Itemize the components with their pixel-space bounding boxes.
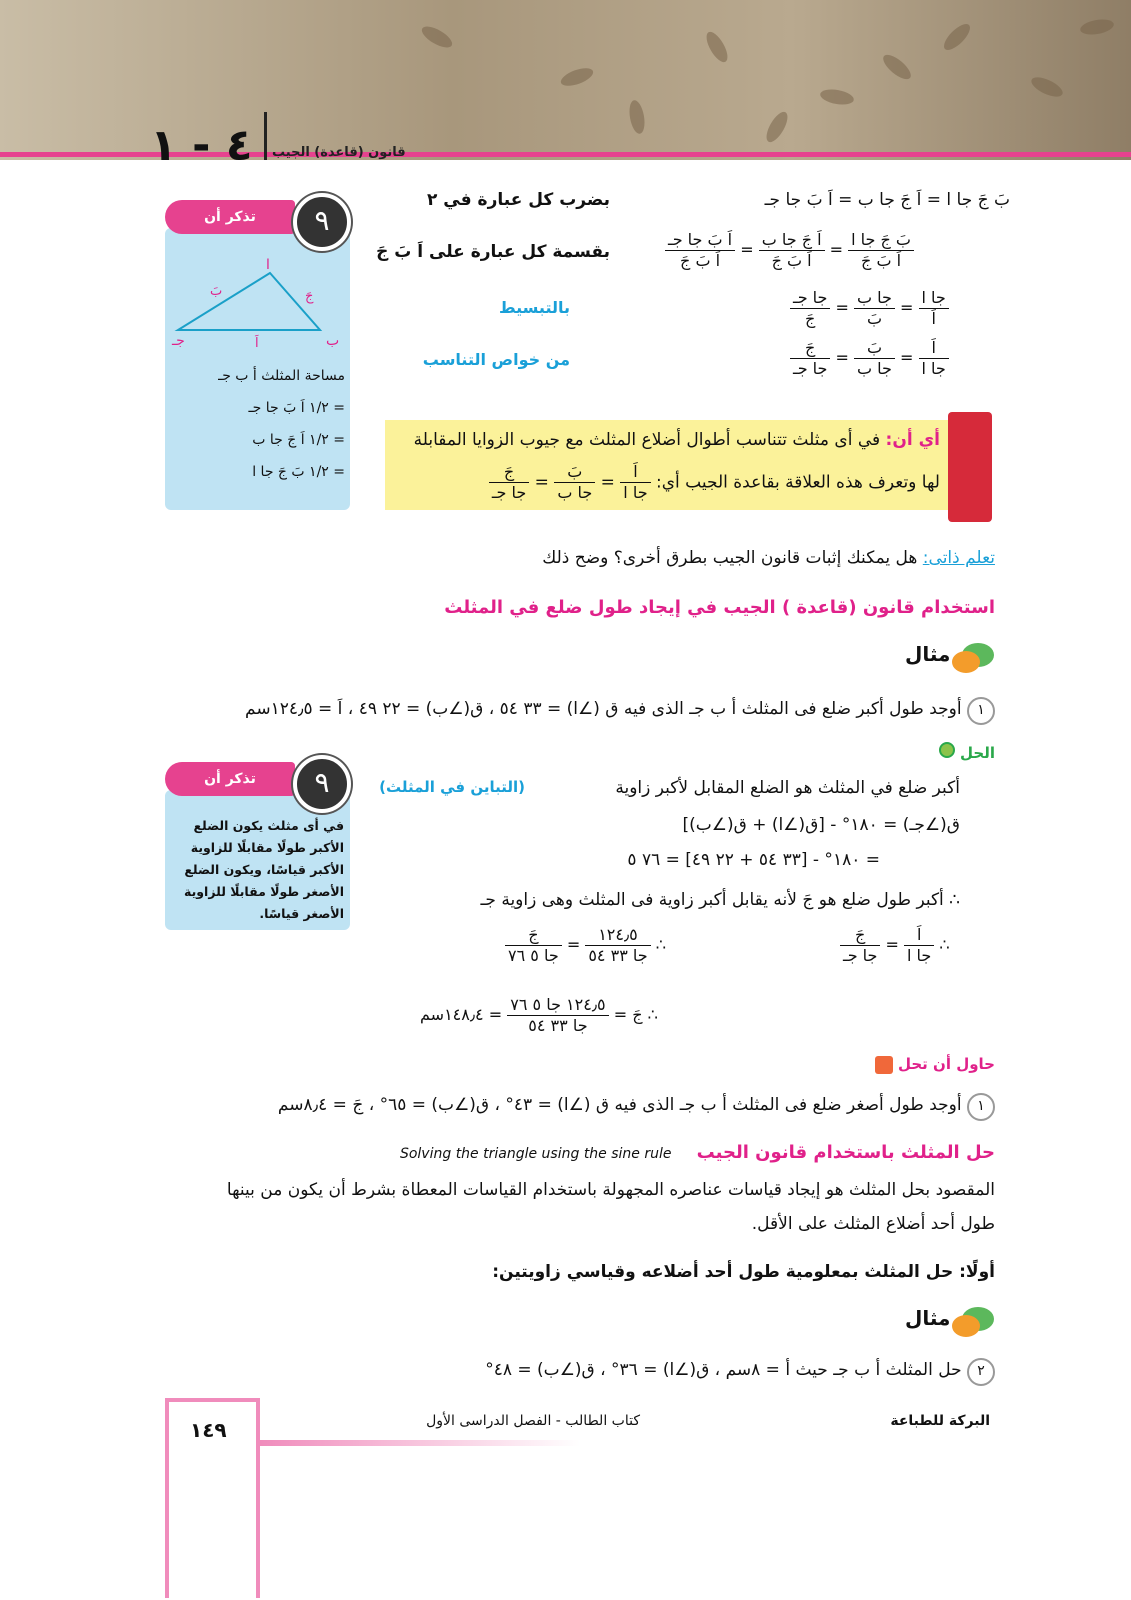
- red-ribbon: [948, 412, 992, 522]
- self-learning: تعلم ذاتى: هل يمكنك إثبات قانون الجيب بطرق أخرى؟ وضح ذلك: [542, 548, 995, 568]
- chat-bubble-icon: [948, 640, 996, 676]
- solution-dot-icon: [939, 742, 955, 758]
- solution-fraction-1: ∴ $\frac{\text{اَ}}{\text{جا ا}}$ = $\frac{\text{جَ}}{\text{جا جـ}}$: [840, 925, 950, 966]
- rule-line-1: أي أن: في أى مثلث تتناسب أطوال أضلاع المثلث مع جيوب الزوايا المقابلة: [413, 430, 940, 450]
- solution-line-1: أكبر ضلع في المثلث هو الضلع المقابل لأكبر زاوية: [615, 778, 960, 798]
- book-title: كتاب الطالب - الفصل الدراسى الأول: [426, 1413, 640, 1429]
- remember-tag: تذكر أن: [165, 200, 295, 234]
- fraction-row-3: $\frac{\text{اَ}}{\text{جا ا}}$ = $\frac{\text{بَ}}{\text{جا ب}}$ = $\frac{\text{جَ}}{\text{جا جـ}}$: [790, 338, 949, 379]
- header-separator: [264, 112, 267, 160]
- solution-line-3: = ١٨٠° - [٣٣ ٥٤ + ٢٢ ٤٩] = ٧٦ ٥: [627, 850, 880, 870]
- remember-2-text: في أى مثلث يكون الضلع الأكبر طولًا مقابلًا للزاوية الأكبر قياسًا، ويكون الضلع الأصغر طولًا مقابلًا للزاوية الأصغر قياسًا.: [184, 818, 344, 921]
- try-1: ١ أوجد طول أصغر ضلع فى المثلث أ ب جـ الذى فيه ق (∠ا) = ٤٣° ، ق(∠ب) = ٦٥° ، جَ = ٨٫٤سم: [215, 1093, 995, 1121]
- side-b-label: بَ: [210, 284, 223, 299]
- page-number: ١٤٩: [190, 1418, 227, 1442]
- solution-line-4: ∴ أكبر طول ضلع هو جَ لأنه يقابل أكبر زاوية فى المثلث وهى زاوية جـ: [480, 890, 960, 910]
- location-pin-icon: ٩: [293, 193, 351, 251]
- reason-simplify: بالتبسيط: [498, 298, 570, 317]
- remember-tag-2: تذكر أن: [165, 762, 295, 796]
- reason-multiply: بضرب كل عبارة في ٢: [426, 190, 610, 210]
- side-c-label: جَ: [305, 289, 314, 304]
- reason-proportion: من خواص التناسب: [422, 350, 570, 369]
- section-2-paragraph-1: المقصود بحل المثلث هو إيجاد قياسات عناصره المجهولة باستخدام القياسات المعطاة بشرط أن يكون من بينها: [226, 1180, 995, 1200]
- example-label-2: مثال: [905, 1306, 951, 1330]
- rule-line-2: لها وتعرف هذه العلاقة بقاعدة الجيب أي: $\frac{\text{اَ}}{\text{جا ا}}$ = $\frac{\text{بَ}}{\text{جا ب}}$ = $\frac{\text{جَ}}{\text{جا جـ}}$: [390, 462, 940, 503]
- location-pin-icon: ٩: [293, 755, 351, 813]
- reason-divide: بقسمة كل عبارة على اَ بَ جَ: [376, 242, 610, 262]
- example-label: مثال: [905, 642, 951, 666]
- vertex-c-label: جـ: [172, 333, 185, 349]
- section-title-1: استخدام قانون (قاعدة ) الجيب في إيجاد طول ضلع في المثلث: [444, 597, 995, 618]
- side-a-label: اَ: [255, 336, 259, 350]
- solution-fraction-3: ∴ جَ = $\frac{\text{١٢٤٫٥ جا ٥ ٧٦}}{\text{جا ٣٣ ٥٤}}$ = ١٤٨٫٤سم: [420, 995, 658, 1035]
- solution-line-2: ق(∠جـ) = ١٨٠° - [ق(∠ا) + ق(∠ب)]: [682, 815, 960, 835]
- solution-label: الحل: [900, 742, 995, 762]
- try-label: حاول أن تحل: [830, 1054, 995, 1074]
- fraction-row-1: $\frac{\text{بَ جَ جا ا}}{\text{اَ بَ جَ}}$ = $\frac{\text{اَ جَ جا ب}}{\text{اَ بَ جَ}}$ = $\frac{\text{اَ بَ جا جـ}}{\text{اَ بَ جَ}}$: [665, 230, 914, 271]
- section-2-paragraph-2: طول أحد أضلاع المثلث على الأقل.: [751, 1214, 995, 1234]
- section-title-2: حل المثلث باستخدام قانون الجيب Solving the triangle using the sine rule: [399, 1142, 995, 1163]
- lesson-number: ٤ - ١: [150, 120, 253, 171]
- solution-note: (التباين في المثلث): [379, 778, 525, 796]
- chat-bubble-icon: [948, 1304, 996, 1340]
- lesson-title: قانون (قاعدة) الجيب: [272, 145, 406, 160]
- solution-fraction-2: ∴ $\frac{١٢٤٫٥}{\text{جا ٣٣ ٥٤}}$ = $\frac{\text{جَ}}{\text{جا ٥ ٧٦}}$: [505, 925, 666, 966]
- printer-name: البركة للطباعة: [890, 1413, 990, 1429]
- vertex-a-label: ا: [266, 257, 270, 273]
- fraction-row-2: $\frac{\text{جا ا}}{\text{اَ}}$ = $\frac{\text{جا ب}}{\text{بَ}}$ = $\frac{\text{جا جـ}}{\text{جَ}}$: [790, 288, 949, 329]
- try-icon: [875, 1056, 893, 1074]
- footer-line: [260, 1440, 580, 1446]
- triangle-diagram: [170, 255, 350, 350]
- eq-product: بَ جَ جا ا = اَ جَ جا ب = اَ بَ جا جـ: [764, 190, 1010, 210]
- area-formulas: مساحة المثلث أ ب جـ = ١/٢ اَ بَ جا جـ = ١/٢ اَ جَ جا ب = ١/٢ بَ جَ جا ا: [218, 368, 345, 480]
- section-2-first-case: أولًا: حل المثلث بمعلومية طول أحد أضلاعه وقياسي زاويتين:: [492, 1262, 995, 1282]
- example-2: ٢ حل المثلث أ ب جـ حيث أ = ٨سم ، ق(∠ا) = ٣٦° ، ق(∠ب) = ٤٨°: [430, 1358, 995, 1386]
- example-1: ١ أوجد طول أكبر ضلع فى المثلث أ ب جـ الذى فيه ق (∠ا) = ٣٣ ٥٤ ، ق(∠ب) = ٢٢ ٤٩ ، اَ = ١٢٤٫٥سم: [170, 697, 995, 725]
- vertex-b-label: ب: [326, 333, 340, 349]
